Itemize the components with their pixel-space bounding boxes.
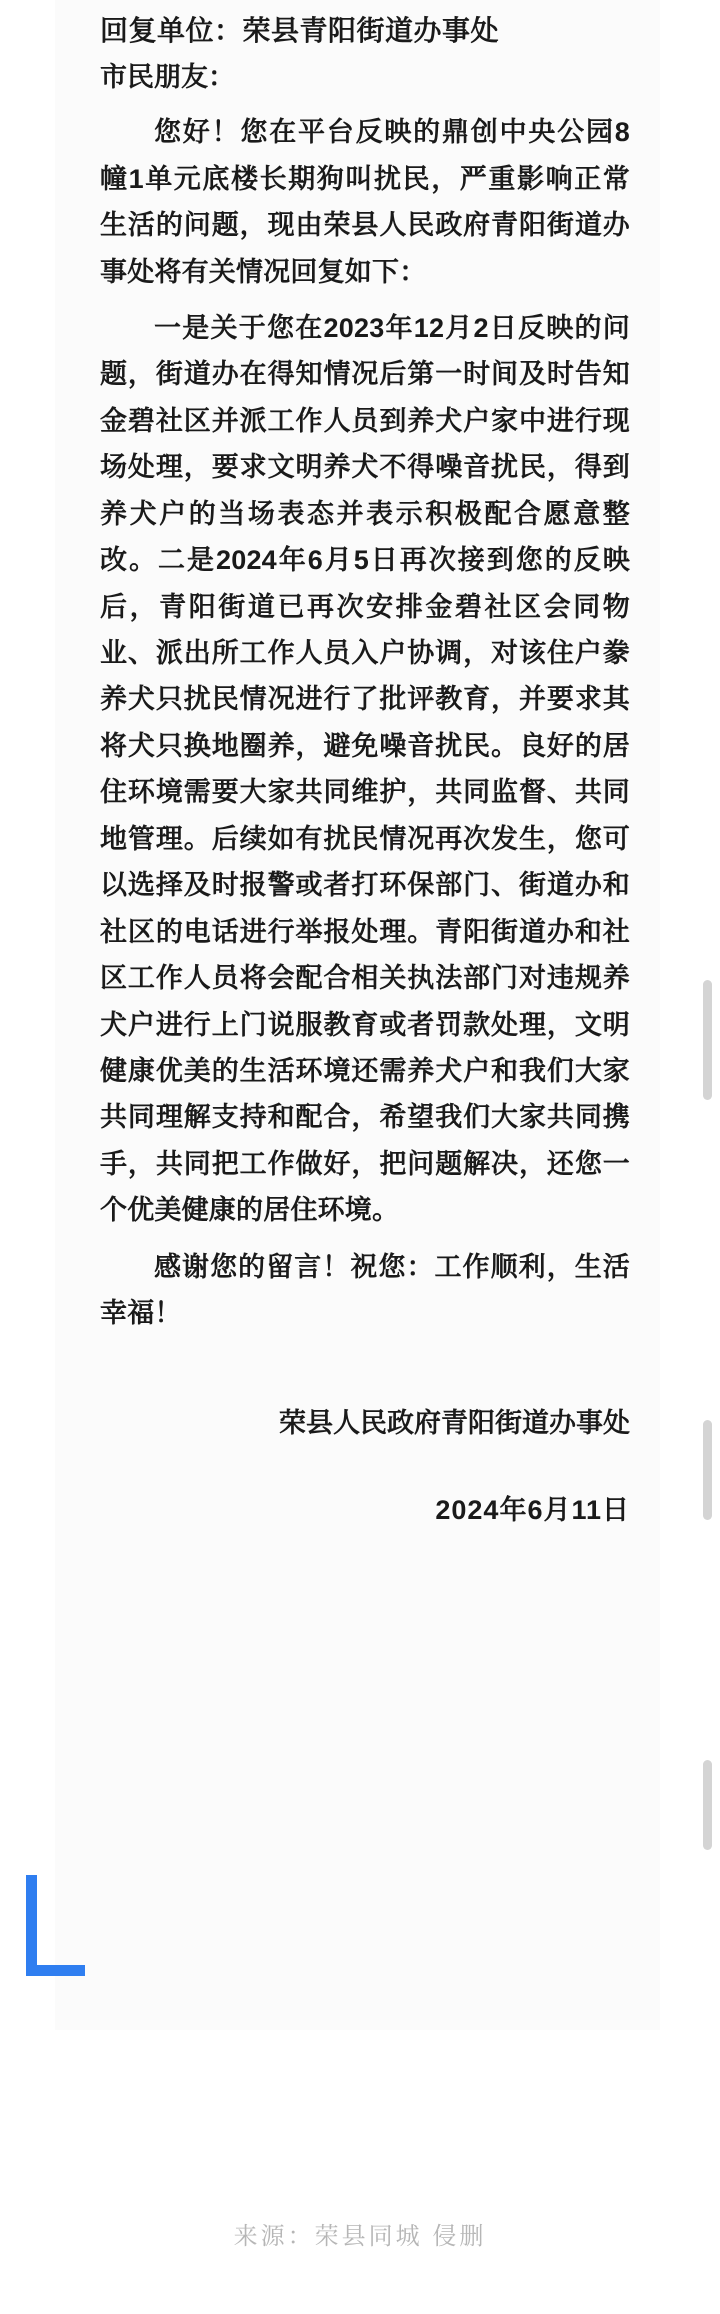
quote-bracket-icon: [26, 1875, 85, 1976]
signature-unit: 荣县人民政府青阳街道办事处: [279, 1407, 630, 1438]
paragraph-2: 一是关于您在2023年12月2日反映的问题，街道办在得知情况后第一时间及时告知金碧社区并派工作人员到养犬户家中进行现场处理，要求文明养犬不得噪音扰民，得到养犬户的当场表态并表示积极配合愿意整改。二是2024年6月5日再次接到您的反映后，青阳街道已再次安排金碧社区会同物业、派出所工作人员入户协调，对该住户豢养犬只扰民情况进行了批评教育，并要求其将犬只换地圈养，避免噪音扰民。良好的居住环境需要大家共同维护，共同监督、共同地管理。后续如有扰民情况再次发生，您可以选择及时报警或者打环保部门、街道办和社区的电话进行举报处理。青阳街道办和社区工作人员将会配合相关执法部门对违规养犬户进行上门说服教育或者罚款处理，文明健康优美的生活环境还需养犬户和我们大家共同理解支持和配合，希望我们大家共同携手，共同把工作做好，把问题解决，还您一个优美健康的居住环境。: [100, 312, 630, 1226]
source-attribution: 来源：荣县同城 侵删: [233, 2223, 487, 2250]
scrollbar-thumb[interactable]: [703, 1420, 712, 1520]
scrollbar-thumb[interactable]: [703, 980, 712, 1100]
salutation: 市民朋友：: [100, 62, 235, 92]
page-title: 回复单位：荣县青阳街道办事处: [100, 15, 500, 46]
scrollbar-thumb[interactable]: [703, 1760, 712, 1850]
paragraph-1: 您好！您在平台反映的鼎创中央公园8幢1单元底楼长期狗叫扰民，严重影响正常生活的问题，现由荣县人民政府青阳街道办事处将有关情况回复如下：: [100, 117, 630, 287]
footer: [0, 2030, 720, 2314]
left-gutter: [0, 0, 55, 2030]
signature-date: 2024年6月11日: [435, 1495, 630, 1526]
reply-letter-body: [55, 0, 660, 2030]
paragraph-3: 感谢您的留言！祝您：工作顺利，生活幸福！: [100, 1251, 630, 1329]
